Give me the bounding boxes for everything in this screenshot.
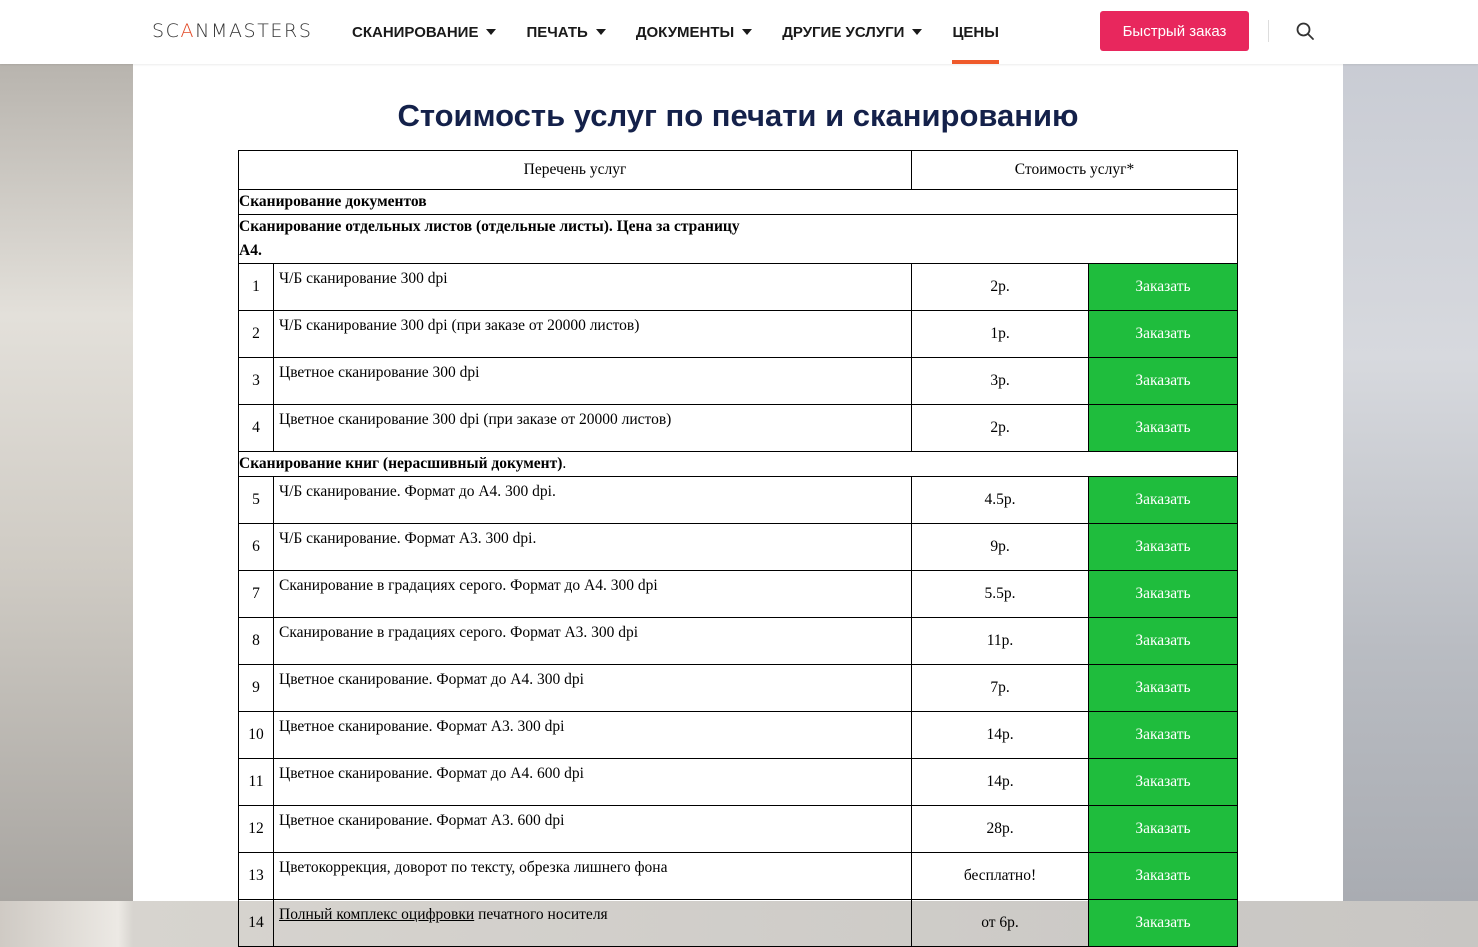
order-button[interactable]: Заказать (1089, 311, 1238, 358)
search-icon[interactable] (1295, 21, 1315, 41)
section-scanning-documents: Сканирование документов (239, 190, 1238, 215)
price-table (238, 150, 1238, 947)
service-description: Цветное сканирование. Формат А3. 300 dpi (274, 712, 912, 759)
main-nav (352, 0, 1029, 64)
row-number: 14 (239, 900, 274, 947)
service-description: Цветное сканирование. Формат А3. 600 dpi (274, 806, 912, 853)
section-books (239, 452, 1238, 477)
service-price: 4.5р. (912, 477, 1089, 524)
row-number: 4 (239, 405, 274, 452)
service-description-rest: печатного носителя (474, 906, 608, 923)
chevron-down-icon (912, 29, 922, 35)
chevron-down-icon (596, 29, 606, 35)
service-price: 14р. (912, 759, 1089, 806)
order-button[interactable]: Заказать (1089, 665, 1238, 712)
logo[interactable] (152, 20, 312, 42)
order-button[interactable]: Заказать (1089, 618, 1238, 665)
table-row (239, 311, 1238, 358)
nav-scanning[interactable] (352, 0, 496, 64)
background-left (0, 64, 133, 901)
row-number: 3 (239, 358, 274, 405)
chevron-down-icon (742, 29, 752, 35)
order-button[interactable]: Заказать (1089, 524, 1238, 571)
row-number: 6 (239, 524, 274, 571)
table-row (239, 264, 1238, 311)
row-number: 2 (239, 311, 274, 358)
table-row (239, 358, 1238, 405)
service-price: 11р. (912, 618, 1089, 665)
column-header-services: Перечень услуг (239, 151, 912, 190)
order-button[interactable]: Заказать (1089, 358, 1238, 405)
service-price: бесплатно! (912, 853, 1089, 900)
row-number: 9 (239, 665, 274, 712)
order-button[interactable]: Заказать (1089, 712, 1238, 759)
table-row (239, 900, 1238, 947)
table-row (239, 477, 1238, 524)
service-description: Сканирование в градациях серого. Формат А3. 300 dpi (274, 618, 912, 665)
site-header (0, 0, 1478, 64)
table-row (239, 571, 1238, 618)
service-price: 14р. (912, 712, 1089, 759)
service-price: 3р. (912, 358, 1089, 405)
table-row (239, 618, 1238, 665)
nav-printing[interactable] (526, 0, 605, 64)
table-header-row (239, 151, 1238, 190)
order-button[interactable]: Заказать (1089, 853, 1238, 900)
service-price: 1р. (912, 311, 1089, 358)
quick-order-button[interactable]: Быстрый заказ (1100, 11, 1249, 51)
service-price: 9р. (912, 524, 1089, 571)
order-button[interactable]: Заказать (1089, 571, 1238, 618)
service-price: 5.5р. (912, 571, 1089, 618)
row-number: 11 (239, 759, 274, 806)
row-number: 1 (239, 264, 274, 311)
service-description (274, 900, 912, 947)
section-books-label: Сканирование книг (нерасшивный документ) (239, 455, 563, 472)
table-row (239, 524, 1238, 571)
service-description: Ч/Б сканирование. Формат до А4. 300 dpi. (274, 477, 912, 524)
order-button[interactable]: Заказать (1089, 806, 1238, 853)
order-button[interactable]: Заказать (1089, 900, 1238, 947)
background-right (1343, 64, 1478, 901)
content-panel (133, 64, 1343, 931)
nav-documents[interactable] (636, 0, 752, 64)
section-single-sheets (239, 215, 1238, 264)
section-header-row (239, 452, 1238, 477)
service-description: Ч/Б сканирование. Формат А3. 300 dpi. (274, 524, 912, 571)
order-button[interactable]: Заказать (1089, 264, 1238, 311)
chevron-down-icon (486, 29, 496, 35)
section-books-tail: . (562, 455, 567, 472)
section-header-row (239, 215, 1238, 264)
row-number: 12 (239, 806, 274, 853)
nav-prices[interactable] (952, 0, 998, 64)
header-divider (1268, 20, 1269, 42)
nav-other-services[interactable] (782, 0, 922, 64)
nav-documents-label: ДОКУМЕНТЫ (635, 23, 735, 41)
order-button[interactable]: Заказать (1089, 477, 1238, 524)
page-title: Стоимость услуг по печати и сканированию (397, 98, 1079, 133)
table-row (239, 853, 1238, 900)
table-row (239, 665, 1238, 712)
service-description: Ч/Б сканирование 300 dpi (при заказе от 20000 листов) (274, 311, 912, 358)
service-description: Цветное сканирование 300 dpi (при заказе от 20000 листов) (274, 405, 912, 452)
service-description: Цветокоррекция, доворот по тексту, обрезка лишнего фона (274, 853, 912, 900)
service-price: 2р. (912, 264, 1089, 311)
service-price: 7р. (912, 665, 1089, 712)
logo-accent: A (180, 20, 196, 42)
table-row (239, 806, 1238, 853)
table-row (239, 405, 1238, 452)
row-number: 8 (239, 618, 274, 665)
row-number: 7 (239, 571, 274, 618)
full-digitization-link[interactable]: Полный комплекс оцифровки (279, 906, 475, 923)
order-button[interactable]: Заказать (1089, 405, 1238, 452)
service-description: Сканирование в градациях серого. Формат до А4. 300 dpi (274, 571, 912, 618)
service-description: Цветное сканирование. Формат до А4. 600 dpi (274, 759, 912, 806)
section-header-row (239, 190, 1238, 215)
section-single-sheets-line2: А4. (239, 242, 262, 259)
service-price: 28р. (912, 806, 1089, 853)
service-description: Цветное сканирование 300 dpi (274, 358, 912, 405)
column-header-price: Стоимость услуг* (912, 151, 1238, 190)
service-price: от 6р. (912, 900, 1089, 947)
order-button[interactable]: Заказать (1089, 759, 1238, 806)
nav-other-services-label: ДРУГИЕ УСЛУГИ (782, 23, 905, 41)
section-single-sheets-line1: Сканирование отдельных листов (отдельные листы). Цена за страницу (239, 218, 740, 235)
table-row (239, 712, 1238, 759)
service-description: Ч/Б сканирование 300 dpi (274, 264, 912, 311)
table-row (239, 759, 1238, 806)
row-number: 5 (239, 477, 274, 524)
row-number: 13 (239, 853, 274, 900)
logo-text-2: NMASTERS (195, 20, 313, 42)
logo-text-1: SC (152, 20, 181, 42)
service-price: 2р. (912, 405, 1089, 452)
nav-prices-label: ЦЕНЫ (952, 23, 999, 41)
service-description: Цветное сканирование. Формат до А4. 300 dpi (274, 665, 912, 712)
row-number: 10 (239, 712, 274, 759)
nav-scanning-label: СКАНИРОВАНИЕ (352, 23, 479, 41)
nav-printing-label: ПЕЧАТЬ (526, 23, 588, 41)
